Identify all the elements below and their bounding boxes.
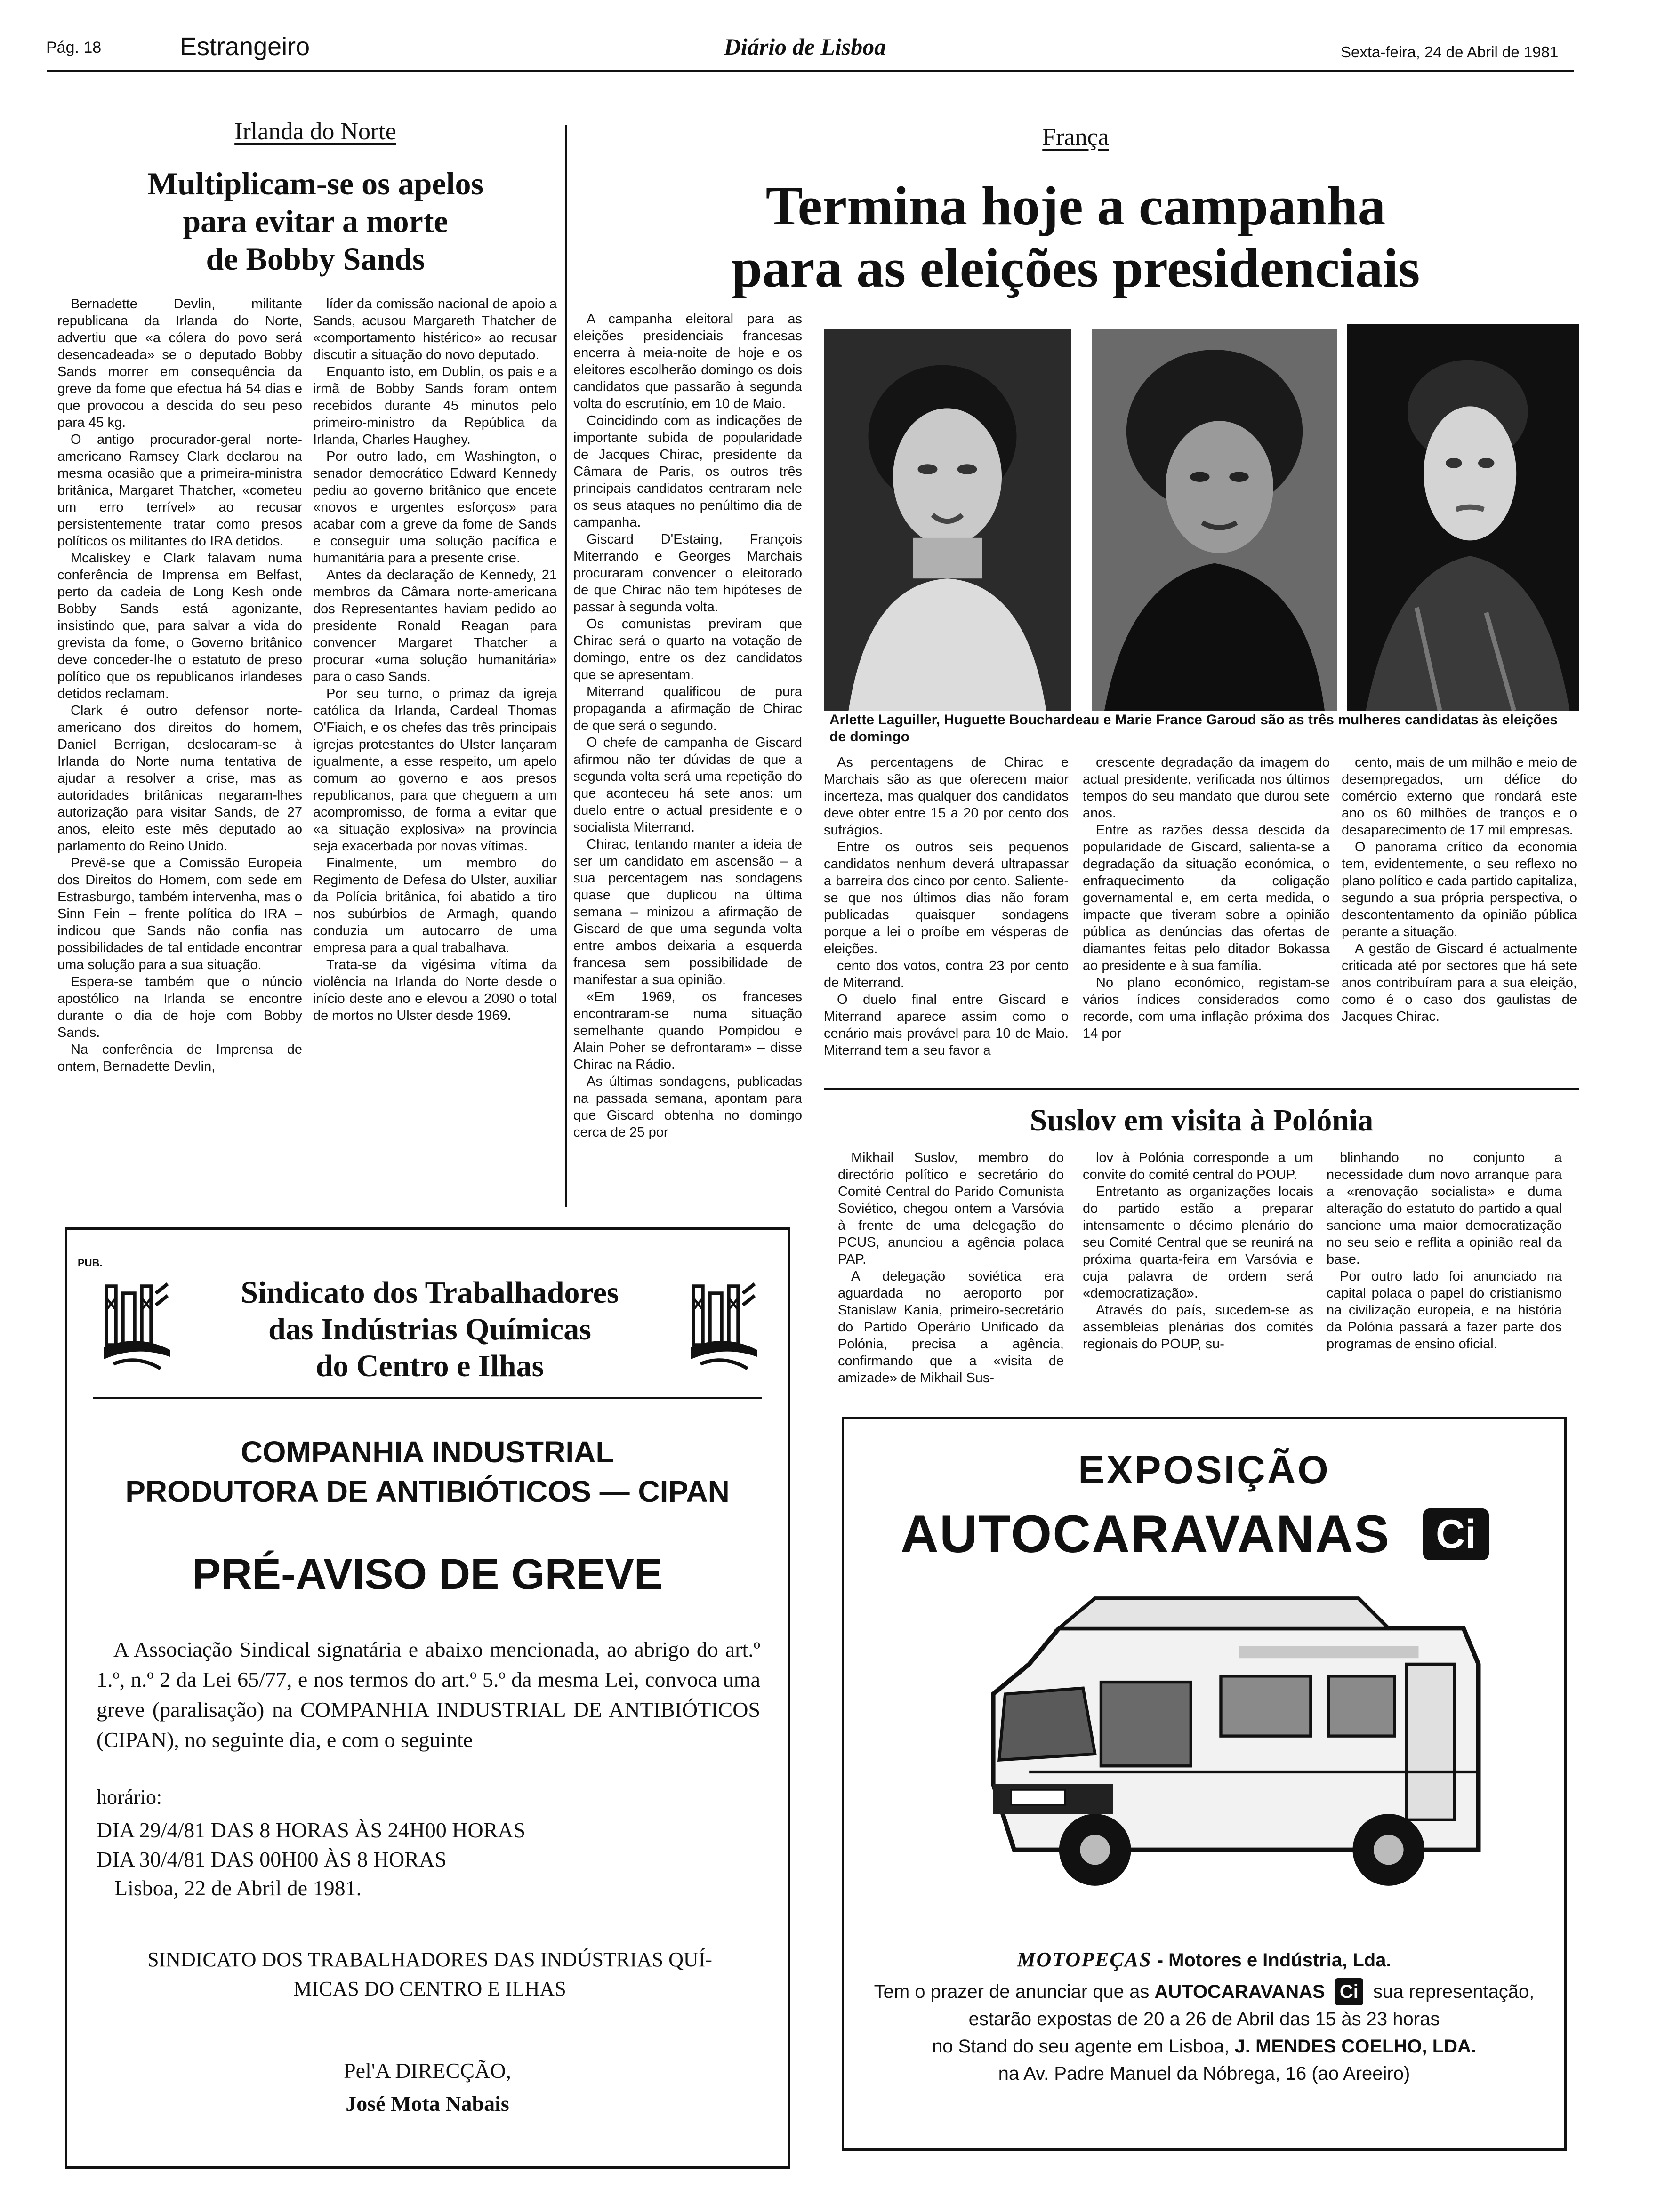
issue-date: Sexta-feira, 24 de Abril de 1981 <box>1341 43 1559 61</box>
paragraph: Antes da declaração de Kennedy, 21 membros da Câmara norte-americana dos Representantes haviam pedido ao presidente Ronald Reagan para convencer Margaret Thatcher a procurar «uma solução humanitária» para o caso Sands. <box>313 568 557 684</box>
announcement-text: Tem o prazer de anunciar que as <box>874 1981 1155 2002</box>
column-divider <box>565 125 567 1207</box>
paragraph: O chefe de campanha de Giscard afirmou não ter dúvidas de que a segunda volta será uma repetição do que aconteceu há sete anos: um duelo entre o actual presidente e o socialista Miterrand. <box>573 735 802 835</box>
paragraph: cento dos votos, contra 23 por cento de Miterrand. <box>824 958 1069 990</box>
france-headline-line: Termina hoje a campanha <box>765 175 1386 237</box>
paragraph: A gestão de Giscard é actualmente criticada até por sectores que há sete anos contribuíram para a sua eleição, como é o caso dos gaulistas de Jacques Chirac. <box>1342 941 1577 1024</box>
paragraph: Espera-se também que o núncio apostólico na Irlanda se encontre durante o dia de hoje com Bobby Sands. <box>57 974 302 1040</box>
place-and-date: Lisboa, 22 de Abril de 1981. <box>114 1876 362 1900</box>
paragraph: O duelo final entre Giscard e Miterrand aparece assim como o cenário mais provável para 10 de Maio. Miterrand tem a seu favor a <box>824 992 1069 1058</box>
horario-label: horário: <box>97 1786 162 1809</box>
paragraph: Entre os outros seis pequenos candidatos nenhum deverá ultrapassar a barreira dos cinco por cento. Saliente-se que nos últimos dias não foram publicadas quaisquer sondagens porque a lei o proíbe em vésperas de eleições. <box>824 840 1069 956</box>
paragraph: Por outro lado foi anunciado na capital polaca o papel do cristianismo na civilização europeia, e na história da Polónia passará a fazer parte dos programas de ensino oficial. <box>1327 1269 1562 1352</box>
section-rule <box>824 1088 1579 1090</box>
union-name-line: das Indústrias Químicas <box>268 1312 591 1346</box>
suslov-column-3 <box>1327 1149 1562 1394</box>
strike-schedule <box>97 1816 525 1874</box>
paragraph: crescente degradação da imagem do actual presidente, verificada nos últimos tempos do seu mandato que durou sete anos. <box>1083 755 1330 821</box>
union-name-line: Sindicato dos Trabalhadores <box>241 1275 619 1310</box>
candidate-photo-marie-france <box>1347 324 1579 711</box>
paragraph: Trata-se da vigésima vítima da violência na Irlanda do Norte desde o início deste ano e elevou a 2090 o total de mortos no Ulster desde 1969. <box>313 957 557 1023</box>
paragraph: Clark é outro defensor norte-americano dos direitos do homem, Daniel Berrigan, deslocaram-se à Irlanda do Norte numa tentativa de ajudar a resolver a crise, mas as autoridades britânicas negaram-lhes autorização para visitar Sands, de 27 anos, eleito este mês deputado ao parlamento do Reino Unido. <box>57 703 302 854</box>
paragraph: Prevê-se que a Comissão Europeia dos Direitos do Homem, com sede em Estrasburgo, também intervenha, mas o Sinn Fein – frente política do IRA – indicou que Sands não confia nas possibilidades de tal entidade encontrar uma solução para a sua situação. <box>57 856 302 972</box>
signatory-line: SINDICATO DOS TRABALHADORES DAS INDÚSTRIAS QUÍ- <box>147 1948 712 1971</box>
schedule-line: DIA 30/4/81 DAS 00H00 ÀS 8 HORAS <box>97 1847 447 1871</box>
france-column-1 <box>573 311 802 1202</box>
paragraph: O panorama crítico da economia tem, evidentemente, o seu reflexo no plano político e cada partido capitaliza, segundo a sua própria perspectiva, o descontentamento da opinião pública perante a situação. <box>1342 840 1577 939</box>
france-column-4 <box>1342 754 1577 1079</box>
paragraph: Mcaliskey e Clark falavam numa conferência de Imprensa em Belfast, perto da cadeia de Long Kesh onde Bobby Sands está agonizante, insistindo que, para salvar a vida do grevista da fome, o Governo britânico deve conceder-lhe o estatuto de preso político que os republicanos irlandeses detidos reclamam. <box>57 551 302 701</box>
ireland-headline-line: Multiplicam-se os apelos <box>147 166 483 201</box>
paragraph: Enquanto isto, em Dublin, os pais e a irmã de Bobby Sands foram ontem recebidos durante 45 minutos pelo primeiro-ministro da República da Irlanda, Charles Haughey. <box>313 364 557 447</box>
paragraph: líder da comissão nacional de apoio a Sands, acusou Margareth Thatcher de «comportamento histérico» ao recusar discutir a situação do novo deputado. <box>313 297 557 362</box>
motorhome-illustration <box>896 1574 1522 1904</box>
motopecas-line <box>844 1948 1564 1972</box>
suslov-headline: Suslov em visita à Polónia <box>1030 1103 1374 1138</box>
union-name <box>190 1274 670 1385</box>
ireland-headline-line: de Bobby Sands <box>206 241 425 277</box>
paragraph: A campanha eleitoral para as eleições presidenciais francesas encerra à meia-noite de hoje e os eleitores escolherão domingo os dois candidatos que passarão à segunda volta do escrutínio, em 10 de Maio. <box>573 312 802 411</box>
photo-caption: Arlette Laguiller, Huguette Bouchardeau e Marie France Garoud são as três mulheres candidatas às eleições de domingo <box>829 712 1558 745</box>
ireland-column-2 <box>313 296 557 1202</box>
agent-name: J. MENDES COELHO, LDA. <box>1234 2036 1477 2057</box>
page-number: Pág. 18 <box>46 39 102 56</box>
paragraph: O antigo procurador-geral norte-americano Ramsey Clark declarou na mesma ocasião que a primeira-ministra britânica, Margaret Thatcher, «cometeu um erro terrível» ao recusar persistentemente tratar como presos políticos os militantes do IRA detidos. <box>57 432 302 549</box>
ireland-kicker: Irlanda do Norte <box>234 118 396 145</box>
paragraph: Na conferência de Imprensa de ontem, Bernadette Devlin, <box>57 1042 302 1074</box>
ireland-headline <box>66 165 565 278</box>
announcement-text: sua representação, <box>1367 1981 1535 2002</box>
expo-announcement <box>844 1978 1564 2087</box>
paragraph: Os comunistas previram que Chirac será o quarto na votação de domingo, entre os dez candidatos que se apresentam. <box>573 617 802 682</box>
paragraph: Entretanto as organizações locais do partido estão a preparar intensamente o décimo plenário do seu Comité Central que se reunirá na próxima quarta-feira em Varsóvia e cuja palavra de ordem será «democratização». <box>1083 1184 1313 1301</box>
announcement-line: estarão expostas de 20 a 26 de Abril das 15 às 23 horas <box>968 2009 1440 2029</box>
company-name <box>77 1432 778 1511</box>
france-column-3 <box>1083 754 1330 1079</box>
company-name-line: PRODUTORA DE ANTIBIÓTICOS — CIPAN <box>125 1475 730 1508</box>
schedule-line: DIA 29/4/81 DAS 8 HORAS ÀS 24H00 HORAS <box>97 1818 526 1842</box>
union-logo-right <box>686 1282 762 1376</box>
pub-label: PUB. <box>78 1257 103 1269</box>
paragraph: Através do país, sucedem-se as assembleias plenárias dos comités regionais do POUP, su- <box>1083 1303 1313 1352</box>
signatory-line: MICAS DO CENTRO E ILHAS <box>293 1977 566 2000</box>
masthead-rule <box>47 70 1574 72</box>
union-logo-left <box>99 1282 175 1376</box>
strike-notice-body: A Associação Sindical signatária e abaixo mencionada, ao abrigo do art.º 1.º, n.º 2 da Lei 65/77, e nos termos do art.º 5.º da mesma Lei, convoca uma greve (paralisação) na COMPANHIA INDUSTRIAL DE ANTIBIÓTICOS (CIPAN), no seguinte dia, e com o seguinte <box>97 1637 760 1752</box>
company-name-line: COMPANHIA INDUSTRIAL <box>241 1435 614 1469</box>
france-headline <box>574 175 1577 299</box>
announcement-line <box>844 1978 1564 2005</box>
paragraph: Bernadette Devlin, militante republicana da Irlanda do Norte, advertiu que «a cólera do povo será desencadeada» se o deputado Bobby Sands morrer em consequência da greve da fome que efectua há 54 dias e que provocou a descida do seu peso para 45 kg. <box>57 297 302 430</box>
paragraph: Por outro lado, em Washington, o senador democrático Edward Kennedy pediu ao governo britânico que encete «novos e urgentes esforços» para acabar com a greve da fome de Sands e conseguir uma solução pacífica e humanitária para a presente crise. <box>313 449 557 566</box>
paragraph: Chirac, tentando manter a ideia de ser um candidato em ascensão – a sua percentagem nas sondagens quase que duplicou na última semana – minizou a afirmação de Giscard de que uma segunda volta entre ambos deixaria a esquerda francesa sem possibilidade de manifestar a sua opinião. <box>573 837 802 987</box>
ireland-headline-line: para evitar a morte <box>183 203 448 240</box>
motopecas-company: - Motores e Indústria, Lda. <box>1151 1950 1392 1971</box>
paragraph: Por seu turno, o primaz da igreja católica da Irlanda, Cardeal Thomas O'Fiaich, e os chefes das três principais igrejas protestantes do Ulster lançaram igualmente, a esse respeito, um apelo comum ao governo e aos presos republicanos, para que cheguem a um acompromisso, de forma a evitar que «a situação explosiva» na província seja exacerbada por novas vítimas. <box>313 686 557 854</box>
section-name: Estrangeiro <box>180 32 310 61</box>
paragraph: cento, mais de um milhão e meio de desempregados, um défice do comércio externo que rondará este ano os 60 milhões de tranços e o desaparecimento de 17 mil empresas. <box>1342 755 1577 838</box>
paragraph: Mikhail Suslov, membro do directório político e secretário do Comité Central do Parido Comunista Soviético, chegou ontem a Varsóvia à frente de uma delegação do PCUS, anunciou a agência polaca PAP. <box>838 1150 1064 1267</box>
paragraph: blinhando no conjunto a necessidade dum novo arranque para a «renovação socialista» e duma alteração do estatuto do partido a qual sancione uma maior democratização no seu seio e reflita a opinião real da base. <box>1327 1150 1562 1267</box>
motopecas-brand: MOTOPEÇAS <box>1017 1948 1152 1971</box>
paragraph: No plano económico, registam-se vários índices considerados como recorde, com uma inflação próxima dos 14 por <box>1083 975 1330 1041</box>
strike-notice-title: PRÉ-AVISO DE GREVE <box>192 1550 663 1598</box>
france-kicker: França <box>1042 124 1109 151</box>
candidate-photo-huguette <box>1092 329 1337 711</box>
paragraph: Giscard D'Estaing, François Miterrando e Georges Marchais procuraram convencer o eleitorado de que Chirac não tem hipóteses de passar à segunda volta. <box>573 532 802 615</box>
paragraph: Finalmente, um membro do Regimento de Defesa do Ulster, auxiliar da Polícia britânica, foi abatido a tiro nos subúrbios de Armagh, quando conduzia um autocarro de uma empresa para a qual trabalhava. <box>313 856 557 955</box>
direction-label: Pel'A DIRECÇÃO, <box>344 2059 511 2083</box>
announcement-line: na Av. Padre Manuel da Nóbrega, 16 (ao Areeiro) <box>998 2063 1410 2084</box>
ireland-column-1 <box>57 296 302 1202</box>
paragraph: lov à Polónia corresponde a um convite do comité central do POUP. <box>1083 1150 1313 1182</box>
paragraph: Coincidindo com as indicações de importante subida de popularidade de Jacques Chirac, presidente da Câmara de Paris, os outros três principais candidatos centraram nele os seus ataques no penúltimo dia de campanha. <box>573 413 802 530</box>
paragraph: «Em 1969, os franceses encontraram-se numa situação semelhante quando Pompidou e Alain Poher se defrontaram» – disse Chirac na Rádio. <box>573 989 802 1072</box>
suslov-column-1 <box>838 1149 1064 1394</box>
expo-title: EXPOSIÇÃO <box>1078 1448 1330 1492</box>
paragraph: Entre as razões dessa descida da popularidade de Giscard, salienta-se a degradação da situação económica, o enfraquecimento da coligação governamental e, em certa medida, o impacte que tiveram sobre a opinião pública as denúncias das ofertas de diamantes feitas pelo ditador Bokassa ao presidente e à sua família. <box>1083 823 1330 973</box>
newspaper-logo: Diário de Lisboa <box>724 33 886 60</box>
paragraph: A delegação soviética era aguardada no aeroporto por Stanislaw Kania, primeiro-secretário do Partido Operário Unificado da Polónia, precisa a agência, confirmando que a «visita de amizade» de Mikhail Sus- <box>838 1269 1064 1386</box>
suslov-column-2 <box>1083 1149 1313 1394</box>
announcement-text: no Stand do seu agente em Lisboa, <box>932 2036 1235 2057</box>
union-name-line: do Centro e Ilhas <box>315 1349 544 1383</box>
france-headline-line: para as eleições presidenciais <box>731 237 1420 299</box>
paragraph: As percentagens de Chirac e Marchais são as que oferecem maior incerteza, mas qualquer dos candidatos deve obter entre 15 a 20 por cento dos sufrágios. <box>824 755 1069 838</box>
expo-autocaravanas-ad <box>842 1417 1567 2151</box>
signatory <box>96 1945 764 2004</box>
announcement-brand: AUTOCARAVANAS <box>1154 1981 1325 2002</box>
announcement-line <box>844 2033 1564 2060</box>
ci-logo: Ci <box>1423 1508 1489 1560</box>
ci-logo-small: Ci <box>1335 1978 1363 2005</box>
candidate-photo-arlette <box>824 329 1071 711</box>
expo-subtitle: AUTOCARAVANAS <box>901 1505 1391 1563</box>
ad-divider <box>93 1397 762 1399</box>
paragraph: As últimas sondagens, publicadas na passada semana, apontam para que Giscard obtenha no domingo cerca de 25 por <box>573 1074 802 1140</box>
signer-name: José Mota Nabais <box>346 2092 509 2116</box>
strike-notice-ad <box>65 1227 790 2169</box>
paragraph: Miterrand qualificou de pura propaganda a afirmação de Chirac de que será o segundo. <box>573 684 802 733</box>
